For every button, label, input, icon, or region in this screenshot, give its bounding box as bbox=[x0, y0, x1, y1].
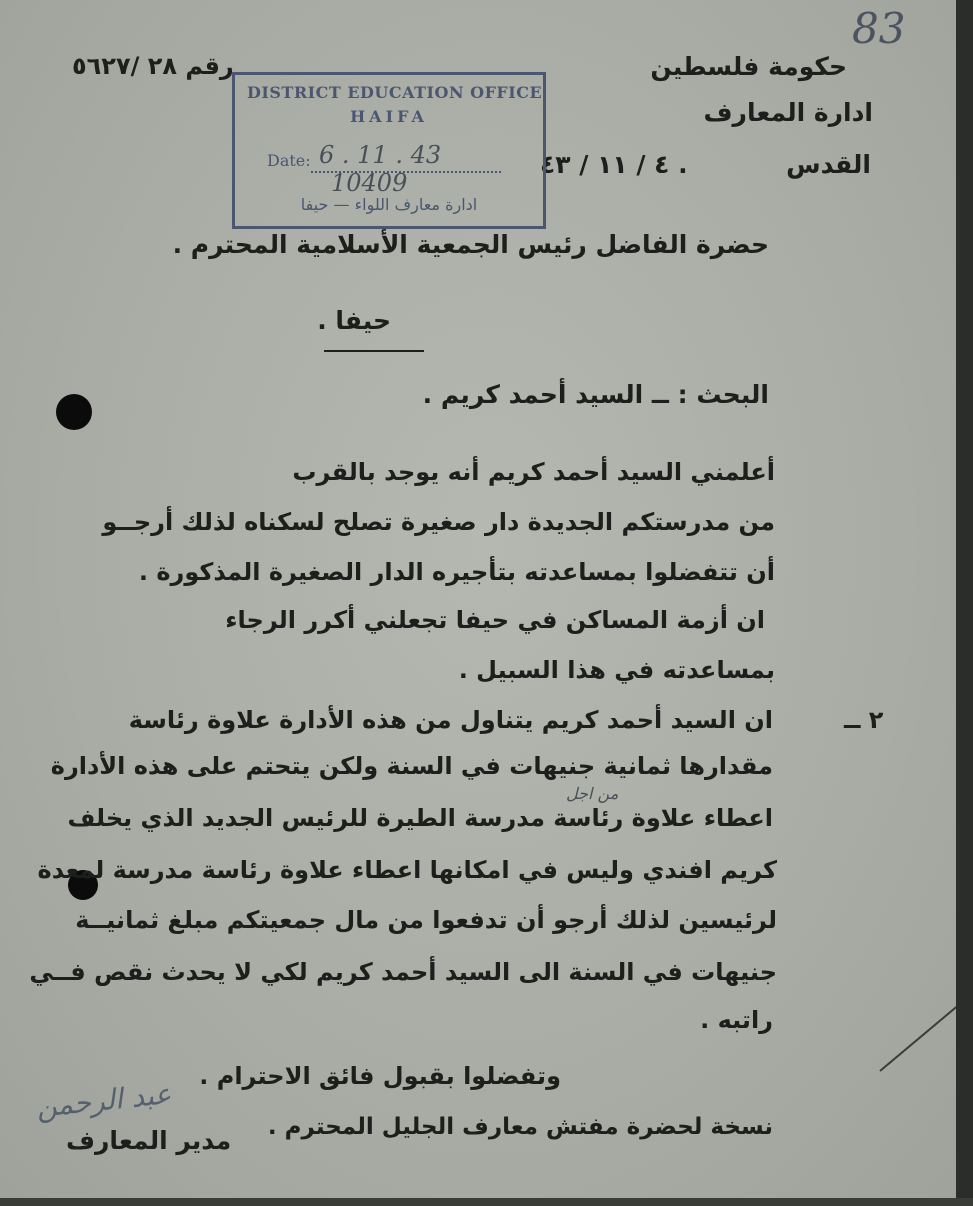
city-underline bbox=[324, 350, 424, 352]
paragraph-number: ٢ ــ bbox=[844, 706, 884, 734]
stamp-city: HAIFA bbox=[350, 107, 428, 126]
stamp-date-label: Date: bbox=[267, 151, 311, 170]
signatory-title: مدير المعارف bbox=[66, 1126, 232, 1155]
addressee-line: حضرة الفاضل رئيس الجمعية الأسلامية المحترم . bbox=[172, 230, 769, 259]
body-line: ان السيد أحمد كريم يتناول من هذه الأدارة علاوة رئاسة bbox=[128, 706, 773, 734]
scan-edge-right bbox=[956, 0, 973, 1206]
letter-date: ٤ / ١١ / ٤٣ . bbox=[540, 150, 688, 179]
scan-edge-bottom bbox=[0, 1198, 973, 1206]
stamp-office-name: DISTRICT EDUCATION OFFICE bbox=[247, 83, 543, 102]
body-line: كريم افندي وليس في امكانها اعطاء علاوة رئاسة مدرسة لمعدة bbox=[37, 856, 777, 884]
body-line: اعطاء علاوة رئاسة مدرسة الطيرة للرئيس الجديد الذي يخلف bbox=[67, 804, 773, 832]
city-heading: القدس bbox=[786, 150, 871, 179]
subject-line: البحث : ــ السيد أحمد كريم . bbox=[422, 380, 769, 409]
signature: عبد الرحمن bbox=[34, 1077, 173, 1124]
punch-hole bbox=[56, 394, 92, 430]
body-line: ان أزمة المساكن في حيفا تجعلني أكرر الرجاء bbox=[225, 606, 765, 634]
department-heading: ادارة المعارف bbox=[703, 98, 873, 127]
stamp-handwritten-date: 6 . 11 . 43 bbox=[319, 141, 442, 169]
copy-to-line: نسخة لحضرة مفتش معارف الجليل المحترم . bbox=[267, 1114, 773, 1140]
body-line: راتبه . bbox=[700, 1006, 773, 1034]
body-line: أعلمني السيد أحمد كريم أنه يوجد بالقرب bbox=[292, 458, 775, 486]
handwritten-insertion: من اجل bbox=[566, 784, 619, 803]
body-line: مقدارها ثمانية جنيهات في السنة ولكن يتحتم على هذه الأدارة bbox=[50, 752, 773, 780]
body-line: أن تتفضلوا بمساعدته بتأجيره الدار الصغيرة المذكورة . bbox=[138, 558, 775, 586]
stamp-arabic-line: ادارة معارف اللواء — حيفا bbox=[300, 195, 478, 214]
reference-number: رقم ٢٨ /٥٦٢٧ bbox=[72, 52, 234, 80]
body-line: جنيهات في السنة الى السيد أحمد كريم لكي لا يحدث نقص فــي bbox=[29, 958, 777, 986]
closing-line: وتفضلوا بقبول فائق الاحترام . bbox=[199, 1062, 561, 1090]
body-line: لرئيسين لذلك أرجو أن تدفعوا من مال جمعيتكم مبلغ ثمانيــة bbox=[75, 906, 777, 934]
stamp-handwritten-number: 10409 bbox=[331, 169, 408, 197]
page-number: 83 bbox=[852, 4, 906, 53]
addressee-city: حيفا . bbox=[317, 306, 391, 335]
body-line: بمساعدته في هذا السبيل . bbox=[458, 656, 775, 684]
office-stamp bbox=[232, 72, 546, 229]
body-line: من مدرستكم الجديدة دار صغيرة تصلح لسكناه لذلك أرجــو bbox=[102, 508, 775, 536]
government-heading: حكومة فلسطين bbox=[650, 52, 847, 81]
